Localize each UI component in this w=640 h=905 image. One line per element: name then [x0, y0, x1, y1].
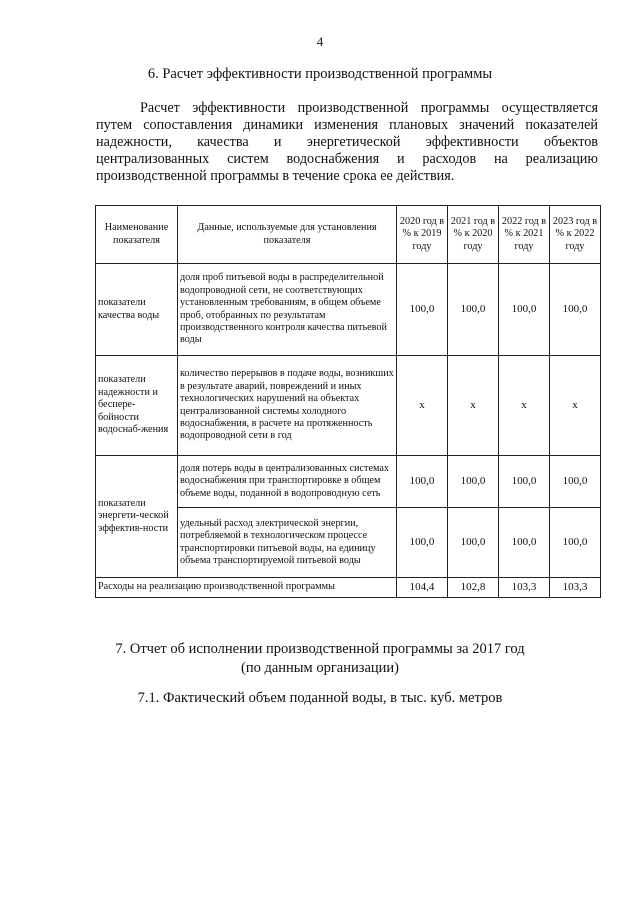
- cell-2022: 100,0: [499, 456, 550, 508]
- section-6-paragraph: [96, 100, 598, 185]
- efficiency-table: [95, 205, 601, 598]
- header-2023: 2023 год в % к 2022 году: [550, 206, 601, 264]
- header-2022: 2022 год в % к 2021 году: [499, 206, 550, 264]
- cell-2021: 100,0: [448, 456, 499, 508]
- page-number: 4: [316, 34, 324, 49]
- row-desc: доля проб питьевой воды в распределительной водопроводной сети, не соответствующих установленным требованиям, в общем объеме проб, отобранных по результатам производственного контроля качества питьевой воды: [178, 264, 397, 356]
- section-7-heading-line2: (по данным организации): [240, 660, 399, 676]
- row-desc: количество перерывов в подаче воды, возникших в результате аварий, повреждений и иных технологических нарушений на объектах централизованной системы холодного водоснабжения, в расчете на протяженность водопроводной сети в год: [178, 356, 397, 456]
- cell-2023: 100,0: [550, 264, 601, 356]
- table-row: [96, 456, 601, 508]
- group-energy: показатели энергети-ческой эффектив-ности: [96, 456, 178, 578]
- row-desc: удельный расход электрической энергии, потребляемой в технологическом процессе транспортировки питьевой воды, на единицу объема транспортируемой питьевой воды: [178, 508, 397, 578]
- cell-2020: x: [397, 356, 448, 456]
- total-2020: 104,4: [397, 578, 448, 598]
- header-2020: 2020 год в % к 2019 году: [397, 206, 448, 264]
- cell-2023: 100,0: [550, 456, 601, 508]
- table-row: [96, 356, 601, 456]
- cell-2023: 100,0: [550, 508, 601, 578]
- paragraph-text: Расчет эффективности производственной программы осуществляется путем сопоставления динамики изменения плановых значений показателей надежности, качества и энергетической эффективности объектов централизованных систем водоснабжения и расходов на реализацию производственной программы в течение срока ее действия.: [96, 100, 598, 184]
- cell-2021: x: [448, 356, 499, 456]
- table-total-row: [96, 578, 601, 598]
- header-indicator: Наименование показателя: [96, 206, 178, 264]
- table-row: [96, 264, 601, 356]
- total-2021: 102,8: [448, 578, 499, 598]
- cell-2021: 100,0: [448, 264, 499, 356]
- total-label: Расходы на реализацию производственной программы: [96, 578, 397, 598]
- section-7-heading-line1: 7. Отчет об исполнении производственной программы за 2017 год: [115, 641, 525, 657]
- section-6-heading: 6. Расчет эффективности производственной программы: [147, 66, 493, 82]
- cell-2022: 100,0: [499, 508, 550, 578]
- cell-2020: 100,0: [397, 264, 448, 356]
- section-7-1-heading: 7.1. Фактический объем поданной воды, в тыс. куб. метров: [137, 690, 503, 706]
- cell-2023: x: [550, 356, 601, 456]
- header-data: Данные, используемые для установления показателя: [178, 206, 397, 264]
- total-2023: 103,3: [550, 578, 601, 598]
- group-quality: показатели качества воды: [96, 264, 178, 356]
- cell-2022: x: [499, 356, 550, 456]
- cell-2020: 100,0: [397, 456, 448, 508]
- total-2022: 103,3: [499, 578, 550, 598]
- group-reliability: показатели надежности и беспере-бойности водоснаб-жения: [96, 356, 178, 456]
- cell-2022: 100,0: [499, 264, 550, 356]
- cell-2021: 100,0: [448, 508, 499, 578]
- header-2021: 2021 год в % к 2020 году: [448, 206, 499, 264]
- table-header-row: [96, 206, 601, 264]
- section-7-heading: [0, 640, 640, 678]
- row-desc: доля потерь воды в централизованных системах водоснабжения при транспортировке в общем объеме воды, поданной в водопроводную сеть: [178, 456, 397, 508]
- cell-2020: 100,0: [397, 508, 448, 578]
